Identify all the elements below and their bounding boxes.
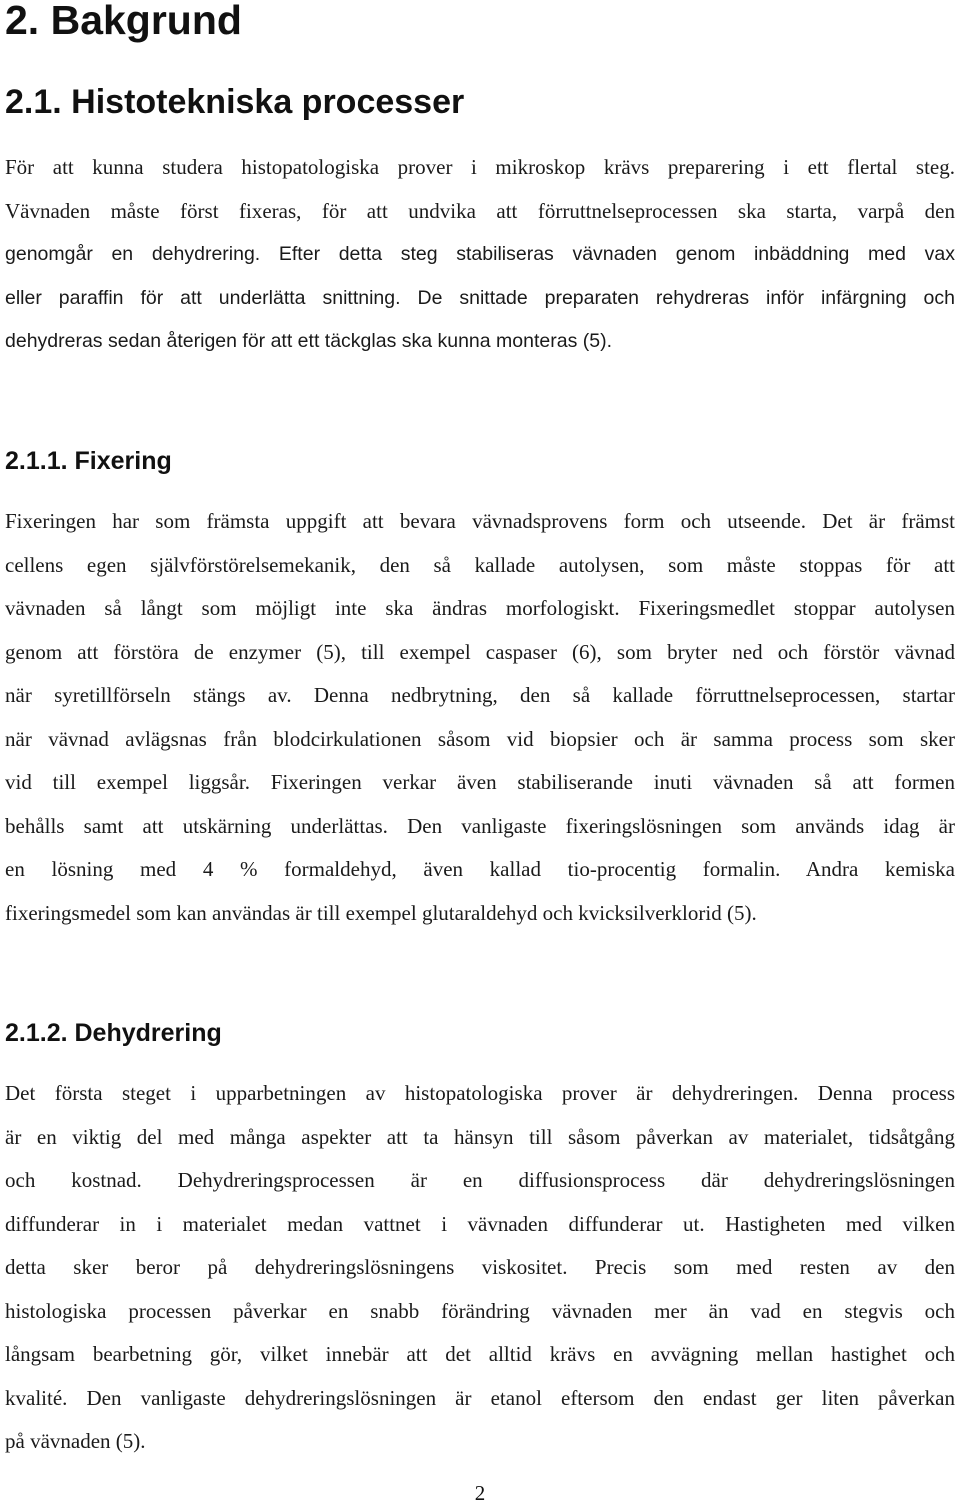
intro-line: För att kunna studera histopatologiska prover i mikroskop krävs preparering i ett flertal steg. — [5, 155, 955, 179]
fixering-line: fixeringsmedel som kan användas är till exempel glutaraldehyd och kvicksilverklorid (5). — [5, 900, 757, 925]
dehydrering-line: och kostnad. Dehydreringsprocessen är en diffusionsprocess där dehydreringslösningen — [5, 1168, 955, 1192]
fixering-line: en lösning med 4 % formaldehyd, även kallad tio-procentig formalin. Andra kemiska — [5, 857, 955, 881]
subsection-heading-dehydrering: 2.1.2. Dehydrering — [5, 1019, 222, 1047]
fixering-line: cellens egen självförstörelsemekanik, den så kallade autolysen, som måste stoppas för att — [5, 552, 955, 577]
dehydrering-line: är en viktig del med många aspekter att ta hänsyn till såsom påverkan av materialet, tidsåtgång — [5, 1124, 955, 1149]
chapter-heading: 2. Bakgrund — [5, 0, 242, 43]
intro-paragraph — [5, 146, 955, 364]
dehydrering-line: diffunderar in i materialet medan vattnet i vävnaden diffunderar ut. Hastigheten med vilken — [5, 1211, 955, 1236]
intro-line: dehydreras sedan återigen för att ett täckglas ska kunna monteras (5). — [5, 330, 612, 352]
section-heading: 2.1. Histotekniska processer — [5, 83, 465, 121]
fixering-line: när syretillförseln stängs av. Denna nedbrytning, den så kallade förruttnelseprocessen, startar — [5, 683, 955, 707]
fixering-paragraph — [5, 500, 955, 935]
dehydrering-line: detta sker beror på dehydreringslösningens viskositet. Precis som med resten av den — [5, 1255, 955, 1279]
fixering-line: vävnaden så långt som möjligt inte ska ändras morfologiskt. Fixeringsmedlet stoppar autolysen — [5, 596, 955, 620]
intro-line: genomgår en dehydrering. Efter detta steg stabiliseras vävnaden genom inbäddning med vax — [5, 243, 955, 265]
subsection-heading-fixering: 2.1.1. Fixering — [5, 447, 172, 475]
fixering-line: behålls samt att utskärning underlättas. Den vanligaste fixeringslösningen som används idag är — [5, 813, 955, 838]
fixering-line: Fixeringen har som främsta uppgift att bevara vävnadsprovens form och utseende. Det är främst — [5, 509, 955, 533]
intro-line: Vävnaden måste först fixeras, för att undvika att förruttnelseprocessen ska starta, varpå den — [5, 198, 955, 223]
dehydrering-line: histologiska processen påverkar en snabb förändring vävnaden mer än vad en stegvis och — [5, 1298, 955, 1323]
dehydrering-line: Det första steget i upparbetningen av histopatologiska prover är dehydreringen. Denna process — [5, 1081, 955, 1105]
intro-line: eller paraffin för att underlätta snittning. De snittade preparaten rehydreras inför infärgning och — [5, 286, 955, 309]
dehydrering-line: på vävnaden (5). — [5, 1429, 146, 1453]
fixering-line: vid till exempel liggsår. Fixeringen verkar även stabiliserande inuti vävnaden så att formen — [5, 770, 955, 794]
fixering-line: när vävnad avlägsnas från blodcirkulationen såsom vid biopsier och är samma process som sker — [5, 726, 955, 751]
dehydrering-paragraph — [5, 1072, 955, 1464]
dehydrering-line: långsam bearbetning gör, vilket innebär att det alltid krävs en avvägning mellan hastighet och — [5, 1342, 955, 1366]
fixering-line: genom att förstöra de enzymer (5), till exempel caspaser (6), som bryter ned och förstör vävnad — [5, 639, 955, 664]
page-number: 2 — [474, 1481, 486, 1505]
dehydrering-line: kvalité. Den vanligaste dehydreringslösningen är etanol eftersom den endast ger liten påverkan — [5, 1385, 955, 1410]
